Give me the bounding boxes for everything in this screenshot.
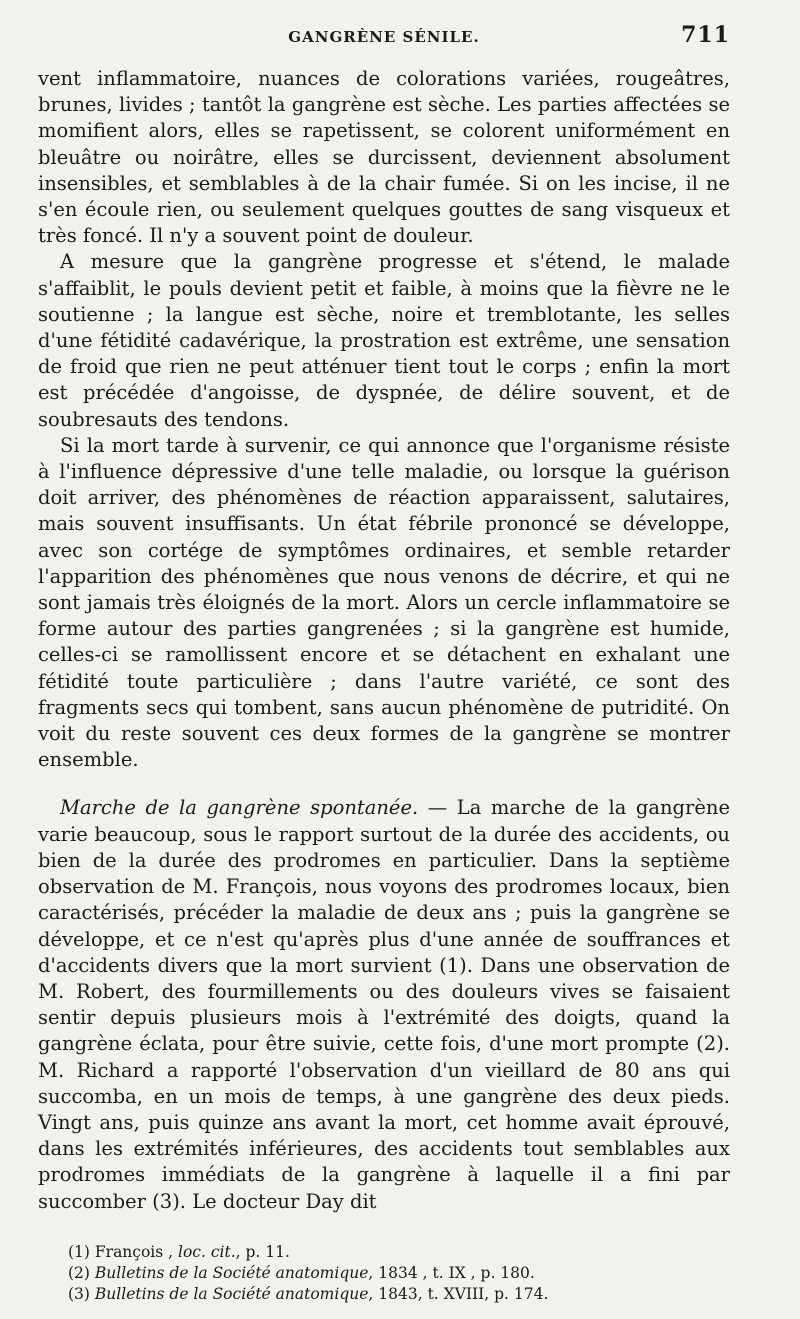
paragraph-marche xyxy=(38,795,730,1214)
body-text xyxy=(38,66,730,1215)
footnote xyxy=(38,1284,730,1305)
footnote-post: , p. 11. xyxy=(235,1242,290,1261)
footnote-post: , 1843, t. XVIII, p. 174. xyxy=(368,1284,549,1303)
section-text: — La marche de la gangrène varie beaucoup, sous le rapport surtout de la durée des accidents, ou bien de la durée des prodromes en particulier. Dans la septième observation de M. François, nous voyons des prodromes locaux, bien caractérisés, précéder la maladie de deux ans ; puis la gangrène se développe, et ce n'est qu'après plus d'une année de souffrances et d'accidents divers que la mort survient (1). Dans une observation de M. Robert, des fourmillements ou des douleurs vives se faisaient sentir depuis plusieurs mois à l'extrémité des doigts, quand la gangrène éclata, pour être suivie, cette fois, d'une mort prompte (2). M. Richard a rapporté l'observation d'un vieillard de 80 ans qui succomba, en un mois de temps, à une gangrène des deux pieds. Vingt ans, puis quinze ans avant la mort, cet homme avait éprouvé, dans les extrémités inférieures, des accidents tout semblables aux prodromes immédiats de la gangrène à laquelle il a fini par succomber (3). Le docteur Day dit xyxy=(38,796,730,1213)
footnote-mark: (3) xyxy=(68,1284,90,1303)
footnote-source: Bulletins de la Société anatomique xyxy=(94,1263,369,1282)
footnote xyxy=(38,1263,730,1284)
page-number: 711 xyxy=(681,22,730,48)
footnote-source: Bulletins de la Société anatomique xyxy=(94,1284,369,1303)
running-title: GANGRÈNE SÉNILE. xyxy=(288,28,480,46)
footnote-post: , 1834 , t. IX , p. 180. xyxy=(368,1263,535,1282)
footnote-mark: (1) xyxy=(68,1242,90,1261)
paragraph-progression: A mesure que la gangrène progresse et s'étend, le malade s'affaiblit, le pouls devient petit et faible, à moins que la fièvre ne le soutienne ; la langue est sèche, noire et tremblotante, les selles d'une fétidité cadavérique, la prostration est extrême, une sensation de froid que rien ne peut atténuer tient tout le corps ; enfin la mort est précédée d'angoisse, de dyspnée, de délire souvent, et de soubresauts des tendons. xyxy=(38,250,730,431)
running-head xyxy=(38,22,730,58)
footnote xyxy=(38,1242,730,1263)
footnote-pre: François , xyxy=(94,1242,178,1261)
section-heading: Marche de la gangrène spontanée. xyxy=(60,796,419,820)
footnotes xyxy=(38,1242,730,1305)
paragraph-continued: vent inflammatoire, nuances de colorations variées, rougeâtres, brunes, livides ; tantôt la gangrène est sèche. Les parties affectées se momifient alors, elles se rapetissent, se colorent uniformément en bleuâtre ou noirâtre, elles se durcissent, deviennent absolument insensibles, et semblables à de la chair fumée. Si on les incise, il ne s'en écoule rien, ou seulement quelques gouttes de sang visqueux et très foncé. Il n'y a souvent point de douleur. xyxy=(38,67,730,248)
footnote-source: loc. cit. xyxy=(178,1242,236,1261)
paragraph-reaction: Si la mort tarde à survenir, ce qui annonce que l'organisme résiste à l'influence dépressive d'une telle maladie, ou lorsque la guérison doit arriver, des phénomènes de réaction apparaissent, salutaires, mais souvent insuffisants. Un état fébrile prononcé se développe, avec son cortége de symptômes ordinaires, et semble retarder l'apparition des phénomènes que nous venons de décrire, et qui ne sont jamais très éloignés de la mort. Alors un cercle inflammatoire se forme autour des parties gangrenées ; si la gangrène est humide, celles-ci se ramollissent encore et se détachent en exhalant une fétidité toute particulière ; dans l'autre variété, ce sont des fragments secs qui tombent, sans aucun phénomène de putridité. On voit du reste souvent ces deux formes de la gangrène se montrer ensemble. xyxy=(38,433,730,772)
footnote-mark: (2) xyxy=(68,1263,90,1282)
footnote-rule xyxy=(366,1233,402,1234)
